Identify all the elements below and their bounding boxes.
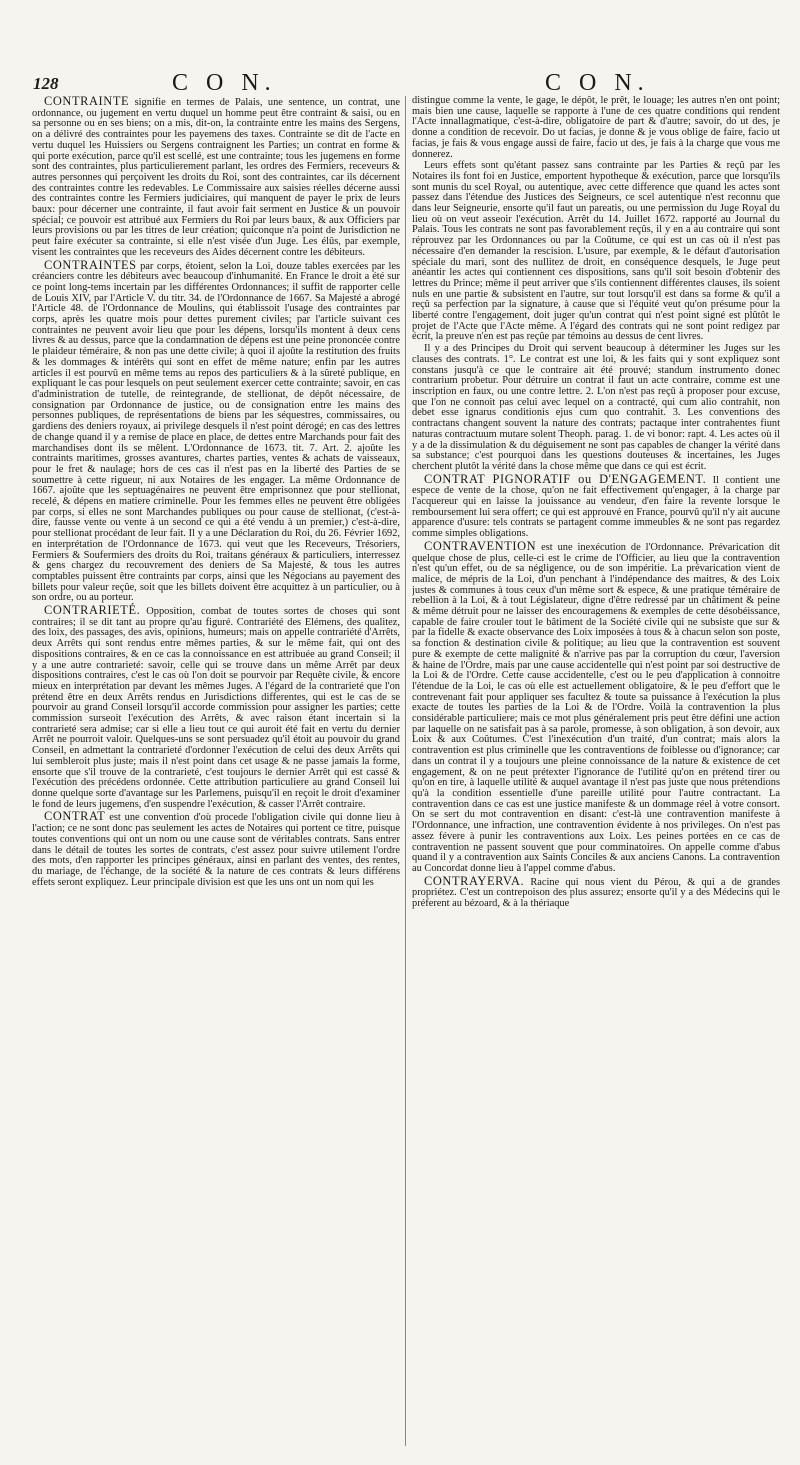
entry-text: est une convention d'où procede l'obligation civile qui donne lieu à l'action; ce ne sont donc pas seulement les actes de Notaires qui portent ce titre, puisque toutes conventions qui ont un nom ou une cause sont de véritables contrats. Sans entrer dans le détail de toutes les sortes de contrats, c'est assez pour suivre utilement l'ordre des mots, d'en rapporter les principes généraux, ainsi en parlant des ventes, des rentes, du mariage, de l'échange, de la société & la nature de ces contrats & leurs différens effets seront expliquez. Leur principale division est que les uns ont un nom qui les: [32, 812, 400, 888]
right-column: [412, 96, 780, 1451]
entry-term: CONTRAT: [44, 809, 106, 824]
entry-text: est une inexécution de l'Ordonnance. Prévarication dit quelque chose de plus, celle-ci est le crime de l'Officier, au lieu que la contravention n'est qu'un effet, ou de sa négligence, ou de son impéritie. La prévarication vient de malice, de mépris de la Loi, d'un penchant à l'indépendance des maitres, & des Loix justes & communes à tous ceux d'un même sort & espece, & une pratique téméraire de rebellion à la Loi, & à tout Législateur, digne d'être redressé par un châtiment & peine & même détruit pour ne laisser des encouragemens & exemples de cette désobéissance, capable de faire crouler tout le bâtiment de la Société civile qui ne subsiste que sur & par la fidelle & exacte observance des Loix imposées à tous & à chacun selon son poste, sa fonction & destination civile & politique; au lieu que la contravention est souvent pure & exempte de cette malignité & n'arrive pas par la corruption du cœur, l'aversion & haine de l'Ordre, mais par une cause accidentelle qui n'est point par soi destructive de la Loi & de l'Ordre. Cette cause accidentelle, c'est ou le peu d'application à connoitre l'étendue de la Loi, le cas où elle est actuellement obligatoire, & le peu d'effort que le contrevenant fait pour appliquer ses facultez & toute sa puissance à l'exécution la plus exacte de toutes les parties de la Loi & de l'Ordre. Voilà la contravention la plus considérable particuliere; mais ce mot plus généralement pris peut être défini une action par laquelle on ne satisfait pas à sa parole, promesse, à son obligation, à son devoir, aux Loix & aux Coûtumes. C'est l'inexécution d'un traité, d'un contrat; mais alors la contravention est plus criminelle que les contraventions de foiblesse ou d'ignorance; car dans un contrat il y a toujours une pleine connoissance de la nature & existence de cet engagement, & on ne peut prétexter l'ignorance de l'utilité qu'on en prétend tirer ou qu'on en tire, à laquelle utilité & auquel avantage il n'est pas juste que nous prétendions qu'à la condition essentielle d'une pareille utilité pour l'autre contractant. La contravention dans ce cas est une justice manifeste & un dommage réel à votre consort. On se sert du mot contravention en disant: c'est-là une contravention manifeste à l'Ordonnance, une infraction, une contravention évidente à nos privileges. On n'est pas assez févere à punir les contraventions aux Loix. Les peines portées en ce cas de contravention ne passent souvent que pour comminatoires. On appelle comme d'abus quand il y a contravention aux Saints Conciles & aux anciens Canons. La contravention au Concordat donne lieu à l'appel comme d'abus.: [412, 541, 780, 874]
entry-text: Il contient une espece de vente de la chose, qu'on ne fait effectivement qu'engager, à la charge par l'acquereur qui en laisse la jouissance au vendeur, d'en faire la revente lorsque le remboursement lui sera offert; ce qui est approuvé en France, pourvû qu'il n'y ait aucune apparence d'usure: tels contrats se partagent comme immeubles & ne sont pas regardez comme simples obligations.: [412, 474, 780, 540]
entry-contrat-continued: [412, 96, 780, 160]
page-number: 128: [33, 74, 59, 93]
left-column: [32, 96, 400, 1451]
entry-contrayerva: [412, 873, 780, 910]
entry-term: CONTRARIETÉ.: [44, 603, 141, 618]
paragraph-effets: [412, 161, 780, 343]
entry-contrariete: [32, 605, 400, 810]
running-head-left: C O N.: [172, 70, 277, 96]
entry-term: CONTRAVENTION: [424, 538, 537, 553]
entry-text: distingue comme la vente, le gage, le dépôt, le prêt, le louage; les autres n'en ont point; mais bien une cause, laquelle se rapporte à l'une de ces quatre conditions qui rendent l'Acte innallagmatique, c'est-à-dire, obligatoire de part & d'autre; savoir, do ut des, je donne a condition de recevoir. Do ut facias, je donne & je vous oblige de faire, facio ut facias, je fais & vous engage aussi de faire, facio ut des, je fais à la charge que vous me donnerez.: [412, 96, 780, 160]
entry-text: Il y a des Principes du Droit qui servent beaucoup à déterminer les Juges sur les clauses des contrats. 1°. Le contrat est une loi, & les faits qui y sont expliquez sont constans jusqu'à ce que le contraire ait été prouvé; standum instrumento donec contrarium probetur. Pour détruire un contrat il faut un acte contraire, comme est une inscription en faux, ou une contre lettre. 2. L'on n'est pas reçû à proposer pour excuse, que l'on ne connoit pas celui avec lequel on a contracté, qui cum alio contrahit, non debet esse ignarus conditionis ejus cum quo contrahit. 3. Les conventions des contractans changent souvent la nature des contrats; pactaque inter contrahentes fiunt naturas contractuum mutare solent Theoph. parag. 1. de vi bonor: rapt. 4. Les actes où il y a de la dissimulation & du déguisement ne sont pas capables de changer la vérité dans sa substance; c'est pourquoi dans les questions douteuses & incertaines, les Juges cherchent plutôt la vérité dans la chose même que dans ce qui est écrit.: [412, 343, 780, 472]
entry-term: CONTRAINTE: [44, 96, 130, 108]
entry-term: CONTRAYERVA.: [424, 873, 525, 888]
entry-contrat-pignoratif: [412, 471, 780, 540]
entry-term: CONTRAINTES: [44, 257, 137, 272]
running-head-right: C O N.: [545, 70, 650, 96]
entry-contravention: [412, 538, 780, 875]
entry-text: signifie en termes de Palais, une sentence, un contrat, une ordonnance, ou jugement en vertu duquel un homme peut être contraint & saisi, ou en sa personne ou en ses biens; on a mis, dit-on, la contrainte entre les mains des Sergens, on a délivré des contraintes pour les payemens des taxes. Contrainte se dit de l'acte en vertu duquel les Huissiers ou Sergens contraignent les Parties; un contrat en forme & qui porte exécution, parce qu'il est scellé, est une contrainte; tous les jugemens en forme sont des contraintes, plus particulierement parlant, les ordres des Fermiers, receveurs & autres personnes qui perçoivent les droits du Roi, sont des contraintes, car ils décernent des contraintes contre les redevables. Le Commissaire aux saisies réelles décerne aussi des contraintes contre les Fermiers judiciaires, qui manquent de payer le prix de leurs baux: pour décerner une contrainte, il faut avoir fait serment en Justice & un pouvoir spécial; ce pouvoir est attribué aux Fermiers du Roi par leurs baux, & aux Officiers par leurs provisions ou par les titres de leur création; quiconque n'a point de Jurisdiction ne peut faire exécuter sa contrainte, si elle n'est visée d'un Juge. Les élûs, par exemple, visent les contraintes que les receveurs des Aides décernent contre les débiteurs.: [32, 97, 400, 258]
entry-contrainte: [32, 96, 400, 259]
column-divider: [405, 96, 406, 1446]
entry-text: Racine qui nous vient du Pérou, & qui a de grandes propriétez. C'est un contrepoison des plus assurez; ensorte qu'il y a des Médecins qui le préferent au bézoard, & à la thériaque: [412, 876, 780, 910]
entry-contrat: [32, 811, 400, 888]
entry-contraintes: [32, 257, 400, 605]
entry-text: Opposition, combat de toutes sortes de choses qui sont contraires; il se dit tant au propre qu'au figuré. Contrariété des Elémens, des qualitez, des loix, des passages, des avis, opinions, humeurs; mais on appelle contrariété d'Arrêts, deux Arrêts qui sont rendus entre mêmes parties, & sur le même fait, qui ont des dispositions contraires, & en ce cas la connoissance en est attribuée au grand Conseil; il y a une autre contrarieté: savoir, celle qui se trouve dans un même Arrêt par deux dispositions contraires, c'est le cas où l'on doit se pourvoir par Requête civile, & encore mieux en interprétation par devant les mêmes Juges. A l'égard de la contrarieté que l'on prétend être en deux Arrêts rendus en Jurisdictions differentes, qui est le cas de se pourvoir au grand Conseil lorsqu'il accorde commission pour assigner les parties; cette commission surseoit l'exécution des Arrêts, & avec raison étant incertain si la contrarieté sera admise; car si elle a lieu tout ce qui auroit été fait en vertu du dernier Arrêt ne pourroit valoir. Quelques-uns se sont persuadez qu'il étoit au pouvoir du grand Conseil, en admettant la contrarieté d'ordonner l'exécution de celui des deux Arrêts qui lui sembleroit plus juste; mais il n'est point dans cet usage & ne passe jamais la forme, ensorte que s'il trouve de la contrarieté, c'est toujours le dernier Arrêt qui est cassé & l'exécution des précédens ordonnée. Cette attribution particuliere au grand Conseil lui donne quelque sorte d'avantage sur les Parlemens, puisqu'il en reçoit le droit d'examiner le fond de leurs jugemens, d'en suspendre l'exécution, & casser l'Arrêt contraire.: [32, 606, 400, 810]
entry-text: par corps, étoient, selon la Loi, douze tables exercées par les créanciers contre les débiteurs avec beaucoup d'inhumanité. En France le droit a été sur ce point long-tems incertain par les différentes Ordonnances; il suffit de rapporter celle de Louis XIV, par l'Article V. du titr. 34. de l'Ordonnance de 1667. Sa Majesté a abrogé l'Article 48. de l'Ordonnance de Moulins, qui établissoit l'usage des contraintes par corps, après les quatre mois pour dettes purement civiles; par l'article suivant ces contraintes ne peuvent avoir lieu que pour les dépens, lorsqu'ils montent à deux cens livres & au dessus, parce que la condamnation de dépens est une peine prononcée contre le plaideur téméraire, & non pas une dette civile; à quoi il ajoûte la restitution des fruits & les dommages & intérêts qui sont en effet de même nature; enfin par les autres articles il est pourvû en même tems au repos des particuliers & à la sûreté publique, en expliquant le cas pour lesquels on peut seulement exercer cette contrainte; savoir, en cas d'administration de tutelle, de reintegrande, de stellionat, de dépôt nécessaire, de consignation par Ordonnance de justice, ou de consignation entre les mains des personnes publiques, de représentations de biens par les séquestres, commissaires, ou gardiens des deniers royaux, ai privilege desquels il n'est point dérogé; en cas des lettres de change quand il y a remise de place en place, de dettes entre Marchands pour fait des marchandises dont ils se mêlent. L'Ordonnance de 1673. tit. 7. Art. 2. ajoûte les contraints maritimes, grosses avantures, chartes parties, ventes & achats de vaisseaux, pour le fret & naulage; hors de ces cas il n'est pas en la liberté des Parties de se soumettre à cette rigueur, ni aux Notaires de les engager. La même Ordonnance de 1667. ajoûte que les septuagénaires ne peuvent être emprisonnez que pour stellionat, recelé, & dépens en matiere criminelle. Pour les femmes elles ne peuvent être obligées par corps, si elles ne sont Marchandes publiques ou pour cause de stellionat, (c'est-à-dire, fausse vente ou vente à un second ce qui a été vendu à un premier,) c'est-à-dire, pour stellionat procédant de leur fait. Il y a une Déclaration du Roi, du 26. Février 1692, en interprétation de l'Ordonnance de 1673. qui veut que les Receveurs, Trésoriers, Fermiers & Soufermiers des droits du Roi, traitans généraux & particuliers, interressez & gens chargez du recouvrement des deniers de Sa Majesté, & tous les autres comptables puissent être contraints par corps, ainsi que les Négocians au payement des billets pour valeur reçûe, soit que les billets doivent être acquittez à un particulier, ou à son ordre, ou au porteur.: [32, 260, 400, 604]
paragraph-principes: [412, 344, 780, 472]
entry-term: CONTRAT PIGNORATIF ou D'ENGAGEMENT.: [424, 471, 707, 486]
entry-text: Leurs effets sont qu'étant passez sans contrainte par les Parties & reçû par les Notaires ils font foi en Justice, emportent hypotheque & exécution, parce que lorsqu'ils sont munis du scel Royal, ou autentique, avec cette difference que quand les actes sont passez dans l'étendue des Justices des Seigneurs, ce scel autentique n'est reconnu que dans leur Seigneurie, ensorte qu'il faut un pareatis, ou une permission du Juge Royal du lieu où on veut asseoir l'exécution. Arrêt du 14. Juillet 1672. rapporté au Journal du Palais. Tous les contrats ne sont pas favorablement reçûs, il y en a au contraire qui sont réprouvez par les Ordonnances ou par la Coûtume, ce qui est un cas où il n'est pas nécessaire d'en demander la rescision. L'usure, par exemple, & le défaut d'autorisation spéciale du mari, sont des nullitez de droit, en conséquence desquels, le Juge peut anéantir les actes qui contiennent ces dispositions, sans qu'il soit besoin d'obtenir des lettres du Prince; même il peut arriver que s'ils contiennent différentes clauses, ils soient nuls en une partie & subsistent en l'autre, sur tout lorsqu'il est dans sa forme & qu'il a reçû sa perfection par la signature, à cause que si l'équité veut qu'on présume pour la liberté contre l'engagement, doit juger qu'un contrat qui n'est point signé est plûtôt le projet de l'Acte que l'Acte même. A l'égard des contrats qui ne sont point redigez par écrit, la preuve n'en est pas reçûe par témoins au dessus de cent livres.: [412, 160, 780, 343]
